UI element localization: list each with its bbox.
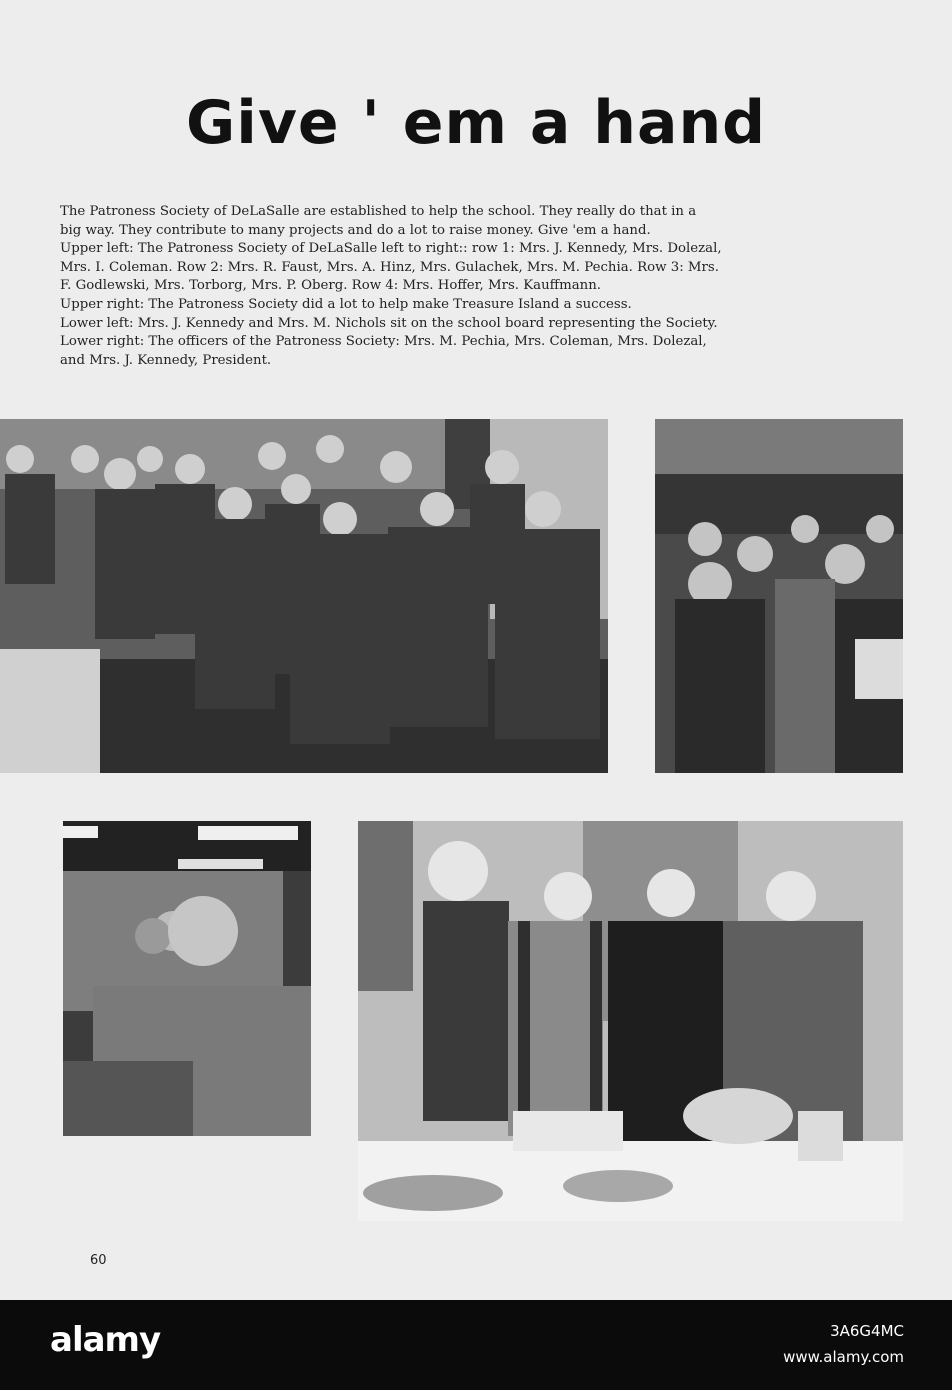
group-portrait-photo [0,419,608,773]
page-number: 60 [90,1253,107,1268]
caption-block [60,203,900,370]
caption-line: The Patroness Society of DeLaSalle are established to help the school. They really do that in a [60,204,697,219]
caption-line: F. Godlewski, Mrs. Torborg, Mrs. P. Oberg. Row 4: Mrs. Hoffer, Mrs. Kauffmann. [60,278,601,294]
page-title: Give ' em a hand [186,88,767,158]
brand-logo: alamy [50,1320,161,1360]
caption-line: Upper right: The Patroness Society did a lot to help make Treasure Island a success. [60,296,632,312]
caption-line: Lower right: The officers of the Patroness Society: Mrs. M. Pechia, Mrs. Coleman, Mrs. Dolezal, [60,334,707,350]
caption-line: Lower left: Mrs. J. Kennedy and Mrs. M. Nichols sit on the school board representing the Society. [60,315,718,331]
caption-line: big way. They contribute to many projects and do a lot to raise money. Give 'em a hand. [60,222,651,238]
site-url: www.alamy.com [783,1348,904,1366]
watermark-footer [0,1300,952,1390]
image-id: 3A6G4MC [830,1322,904,1340]
officers-photo [358,821,903,1221]
school-board-photo [63,821,311,1136]
caption-line: and Mrs. J. Kennedy, President. [60,352,272,368]
caption-line: Mrs. I. Coleman. Row 2: Mrs. R. Faust, Mrs. A. Hinz, Mrs. Gulachek, Mrs. M. Pechia. Row 3: Mrs. [60,259,719,275]
treasure-island-crowd-photo [655,419,903,773]
caption-line: Upper left: The Patroness Society of DeLaSalle left to right:: row 1: Mrs. J. Kennedy, Mrs. Dolezal, [60,241,722,257]
